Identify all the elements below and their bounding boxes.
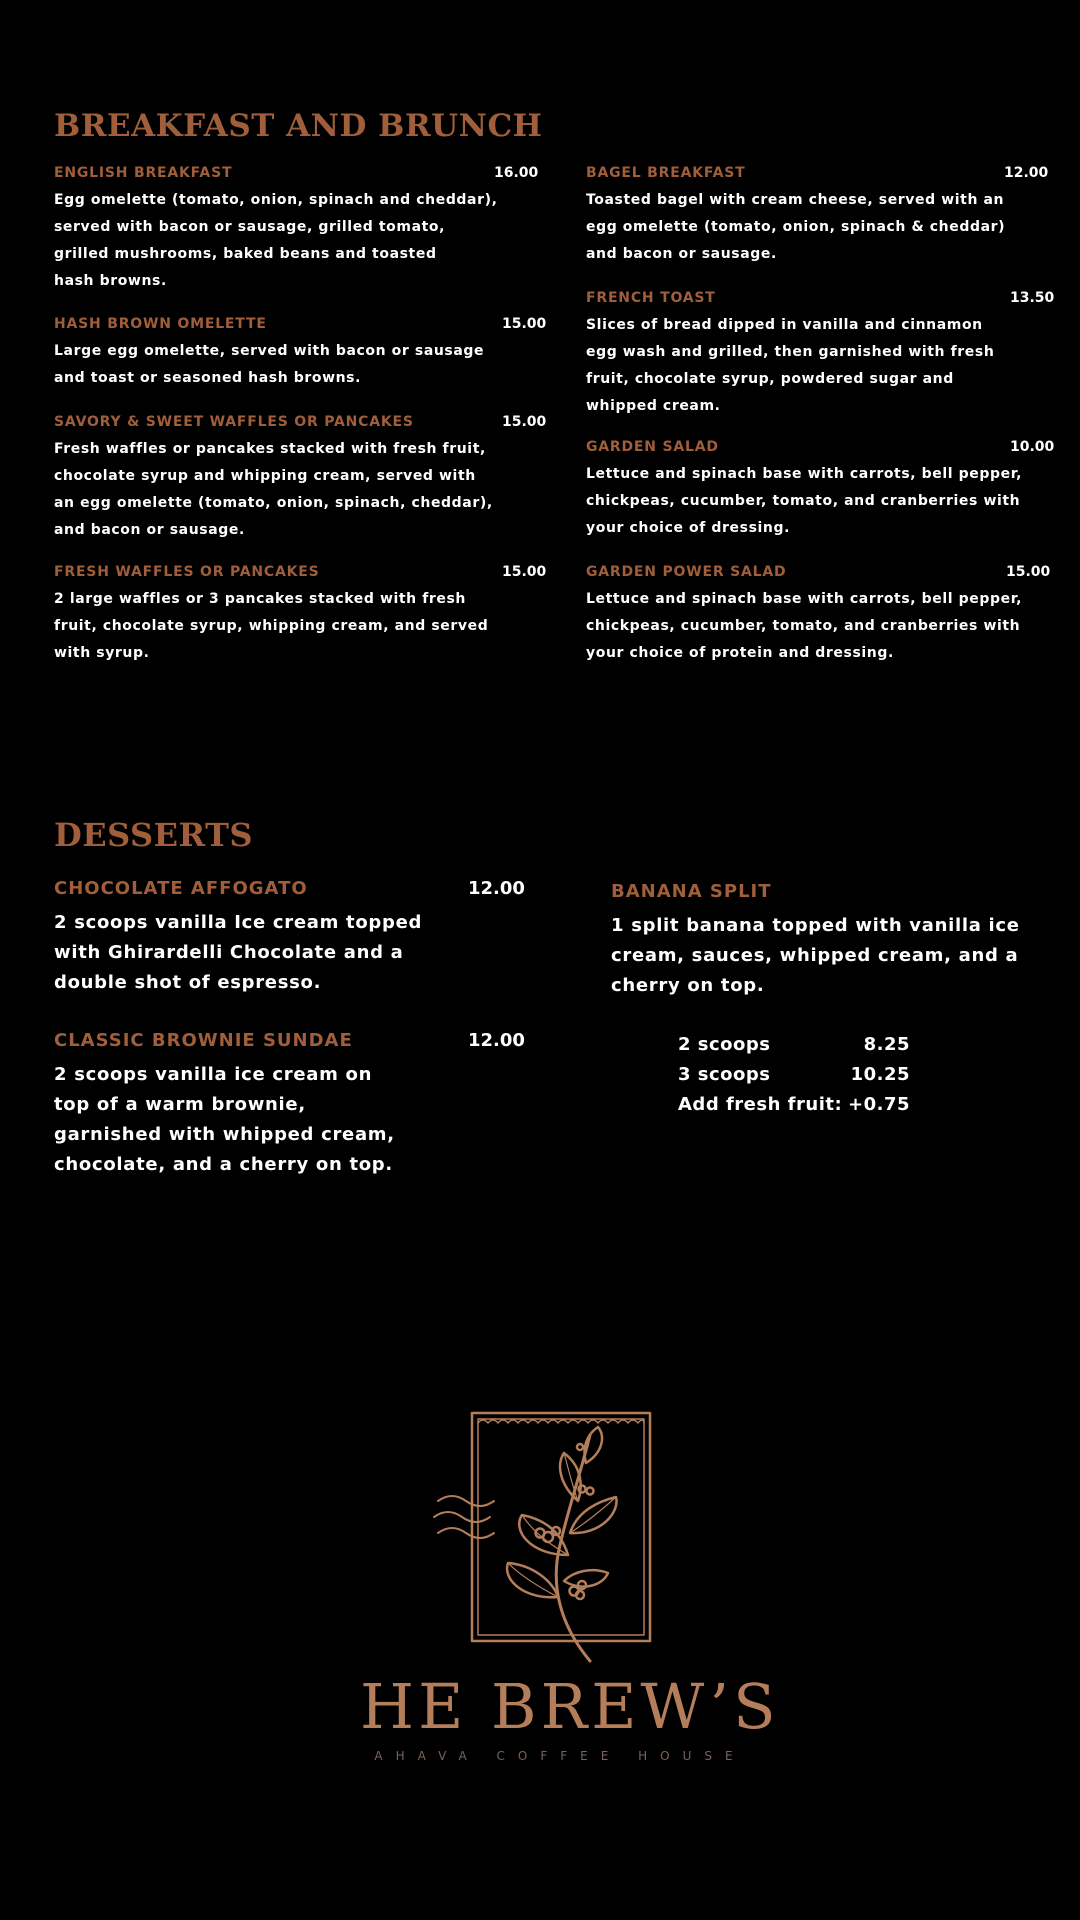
description-line: your choice of dressing. <box>586 520 791 536</box>
menu-item-name: FRENCH TOAST <box>586 290 716 306</box>
option-row <box>678 1030 910 1060</box>
brand-logo-wordmark: HE BREW’S <box>360 1670 780 1743</box>
menu-item-price: 15.00 <box>1006 564 1051 580</box>
description-line: chocolate, and a cherry on top. <box>54 1154 393 1175</box>
menu-item-name: SAVORY & SWEET WAFFLES OR PANCAKES <box>54 414 414 430</box>
description-line: egg wash and grilled, then garnished with fresh <box>586 344 995 360</box>
menu-item-name: CHOCOLATE AFFOGATO <box>54 878 308 899</box>
menu-item-price: 10.00 <box>1010 439 1055 455</box>
menu-item-name: GARDEN POWER SALAD <box>586 564 787 580</box>
option-label: Add fresh fruit: <box>678 1094 843 1115</box>
menu-item-description <box>586 586 1022 667</box>
menu-item-price: 15.00 <box>502 414 547 430</box>
description-line: with Ghirardelli Chocolate and a <box>54 942 404 963</box>
menu-item-description <box>586 461 1022 542</box>
description-line: Fresh waffles or pancakes stacked with fresh fruit, <box>54 441 486 457</box>
menu-item-description <box>586 312 994 420</box>
option-price: +0.75 <box>848 1094 910 1115</box>
menu-item-price: 12.00 <box>1004 165 1049 181</box>
description-line: chocolate syrup and whipping cream, served with <box>54 468 476 484</box>
description-line: fruit, chocolate syrup, powdered sugar and <box>586 371 954 387</box>
menu-item-price: 16.00 <box>494 165 539 181</box>
menu-item-classic-brownie-sundae <box>54 1030 525 1180</box>
menu-item-description <box>54 436 493 544</box>
menu-item-description <box>586 187 1005 268</box>
description-line: Slices of bread dipped in vanilla and cinnamon <box>586 317 983 333</box>
description-line: 2 large waffles or 3 pancakes stacked with fresh <box>54 591 467 607</box>
menu-item-name: BAGEL BREAKFAST <box>586 165 746 181</box>
description-line: an egg omelette (tomato, onion, spinach, cheddar), <box>54 495 493 511</box>
description-line: egg omelette (tomato, onion, spinach & cheddar) <box>586 219 1006 235</box>
menu-item-description <box>54 586 488 667</box>
description-line: cherry on top. <box>611 975 765 996</box>
coffee-branch-logo-icon <box>430 1405 670 1665</box>
menu-item-garden-power-salad <box>586 563 1051 667</box>
option-row <box>678 1060 910 1090</box>
description-line: Toasted bagel with cream cheese, served with an <box>586 192 1005 208</box>
menu-item-name: FRESH WAFFLES OR PANCAKES <box>54 564 320 580</box>
menu-item-price: 13.50 <box>1010 290 1055 306</box>
description-line: double shot of espresso. <box>54 972 322 993</box>
description-line: Egg omelette (tomato, onion, spinach and cheddar), <box>54 192 498 208</box>
menu-item-hash-brown-omelette <box>54 315 547 392</box>
menu-item-savory-sweet-waffles <box>54 413 547 544</box>
menu-item-garden-salad <box>586 438 1055 542</box>
description-line: and bacon or sausage. <box>54 522 245 538</box>
menu-item-price: 12.00 <box>468 878 525 899</box>
menu-item-description <box>54 908 422 998</box>
description-line: with syrup. <box>54 645 150 661</box>
menu-item-french-toast <box>586 289 1055 420</box>
menu-item-price: 15.00 <box>502 564 547 580</box>
menu-item-price: 15.00 <box>502 316 547 332</box>
menu-item-bagel-breakfast <box>586 164 1049 268</box>
menu-item-description <box>54 187 498 295</box>
description-line: 2 scoops vanilla Ice cream topped <box>54 912 423 933</box>
option-price: 10.25 <box>850 1064 910 1085</box>
description-line: Lettuce and spinach base with carrots, bell pepper, <box>586 591 1023 607</box>
option-label: 3 scoops <box>678 1064 771 1085</box>
description-line: your choice of protein and dressing. <box>586 645 894 661</box>
menu-item-description <box>54 338 484 392</box>
menu-item-price: 12.00 <box>468 1030 525 1051</box>
description-line: and toast or seasoned hash browns. <box>54 370 362 386</box>
option-row <box>678 1090 910 1120</box>
breakfast-section-title: BREAKFAST AND BRUNCH <box>54 108 543 144</box>
description-line: whipped cream. <box>586 398 721 414</box>
description-line: served with bacon or sausage, grilled tomato, <box>54 219 446 235</box>
description-line: and bacon or sausage. <box>586 246 777 262</box>
menu-item-name: GARDEN SALAD <box>586 439 719 455</box>
menu-item-chocolate-affogato <box>54 878 525 998</box>
menu-item-fresh-waffles <box>54 563 547 667</box>
description-line: fruit, chocolate syrup, whipping cream, and served <box>54 618 489 634</box>
description-line: 2 scoops vanilla ice cream on <box>54 1064 373 1085</box>
menu-item-banana-split <box>611 881 1020 1001</box>
description-line: chickpeas, cucumber, tomato, and cranberries with <box>586 618 1021 634</box>
brand-tagline: AHAVA COFFEE HOUSE <box>374 1749 746 1763</box>
description-line: chickpeas, cucumber, tomato, and cranberries with <box>586 493 1021 509</box>
option-label: 2 scoops <box>678 1034 771 1055</box>
description-line: Lettuce and spinach base with carrots, bell pepper, <box>586 466 1023 482</box>
option-price: 8.25 <box>863 1034 910 1055</box>
menu-item-english-breakfast <box>54 164 539 295</box>
menu-item-name: HASH BROWN OMELETTE <box>54 316 267 332</box>
menu-item-description <box>611 911 1020 1001</box>
banana-split-options <box>678 1030 910 1120</box>
menu-item-name: BANANA SPLIT <box>611 881 772 902</box>
description-line: Large egg omelette, served with bacon or sausage <box>54 343 485 359</box>
description-line: top of a warm brownie, <box>54 1094 306 1115</box>
description-line: cream, sauces, whipped cream, and a <box>611 945 1019 966</box>
description-line: 1 split banana topped with vanilla ice <box>611 915 1020 936</box>
desserts-section-title: DESSERTS <box>54 816 253 854</box>
menu-item-name: CLASSIC BROWNIE SUNDAE <box>54 1030 353 1051</box>
description-line: grilled mushrooms, baked beans and toasted <box>54 246 437 262</box>
menu-item-name: ENGLISH BREAKFAST <box>54 165 233 181</box>
description-line: garnished with whipped cream, <box>54 1124 395 1145</box>
description-line: hash browns. <box>54 273 167 289</box>
menu-item-description <box>54 1060 395 1180</box>
